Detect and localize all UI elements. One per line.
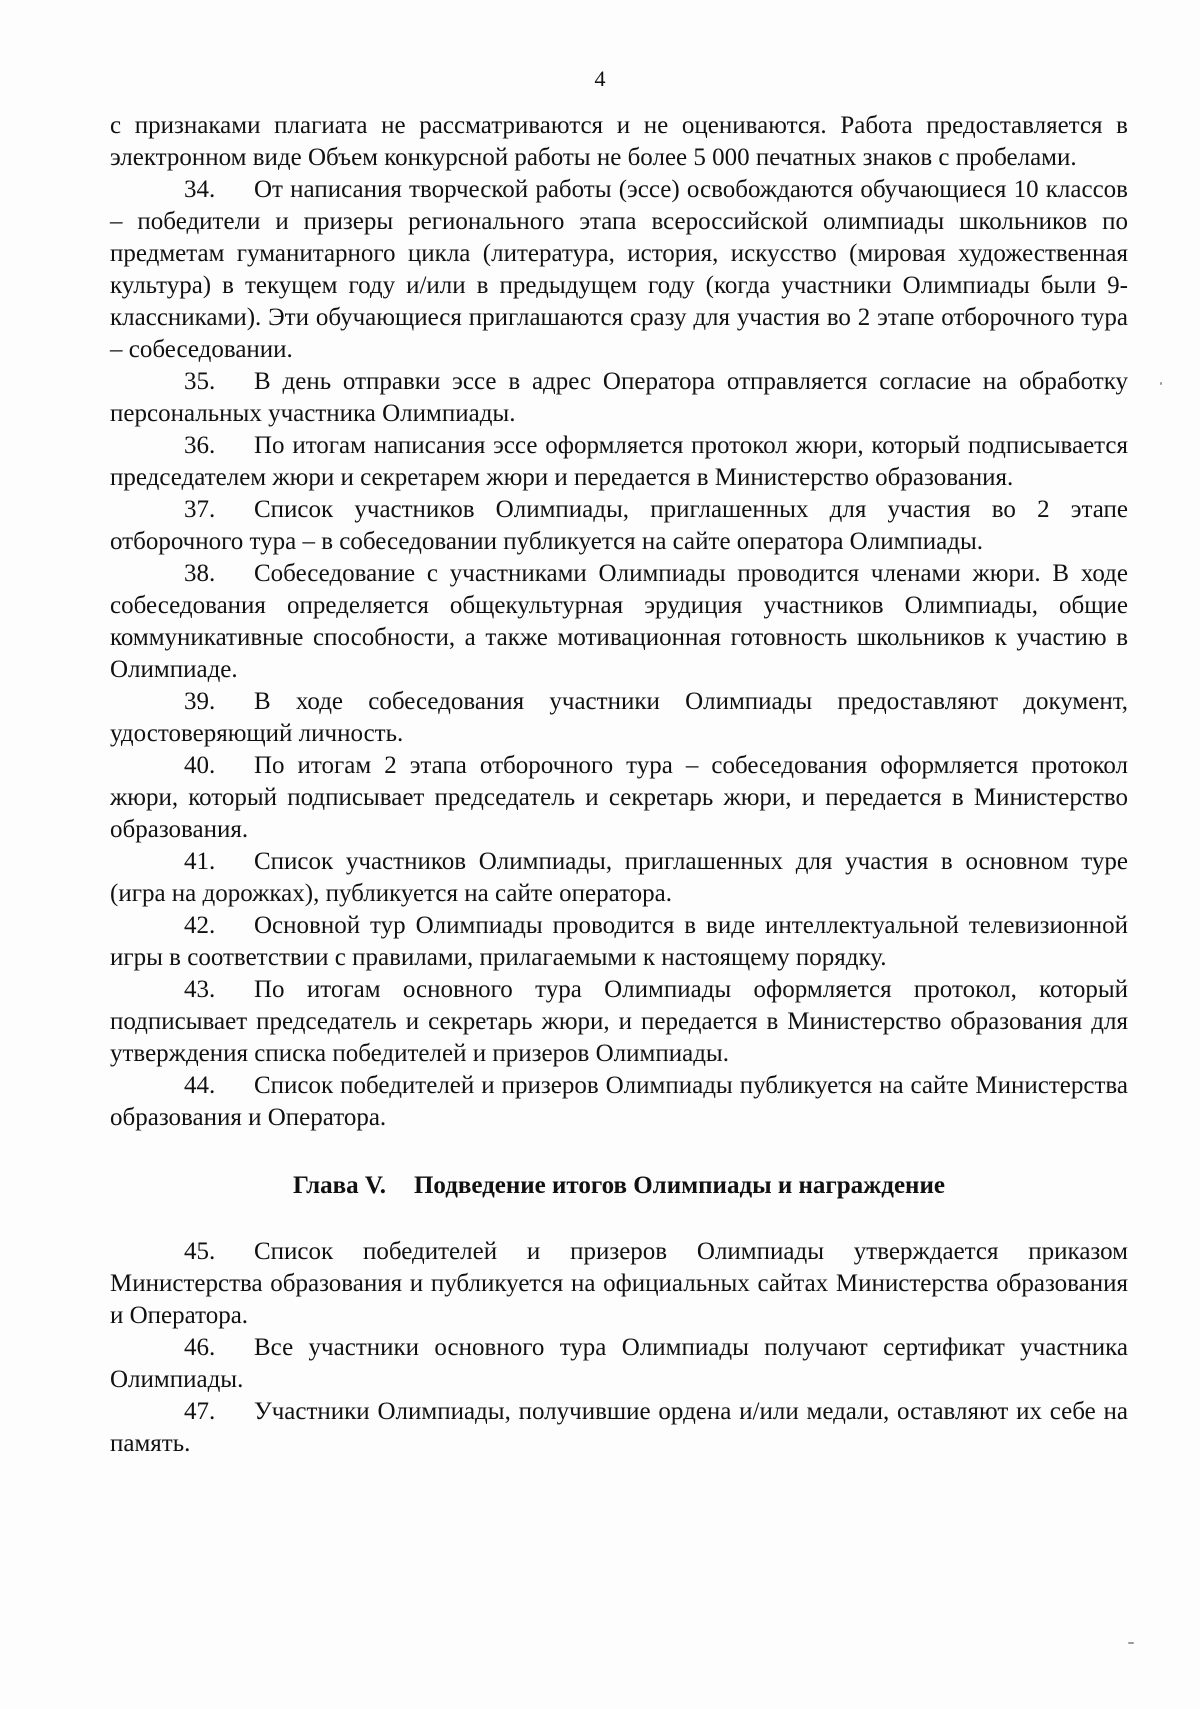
clause-42 (110, 910, 1128, 974)
clause-45 (110, 1236, 1128, 1332)
clause-number: 46. (184, 1334, 216, 1361)
clause-text: Все участники основного тура Олимпиады получают сертификат участника Олимпиады. (110, 1334, 1128, 1393)
clause-text: Собеседование с участниками Олимпиады проводится членами жюри. В ходе собеседования определяется общекультурная эрудиция участников Олимпиады, общие коммуникативные способности, а также мотивационная готовность школьников к участию в Олимпиаде. (110, 560, 1128, 683)
clause-38 (110, 558, 1128, 686)
clause-text: По итогам 2 этапа отборочного тура – собеседования оформляется протокол жюри, который подписывает председатель и секретарь жюри, и передается в Министерство образования. (110, 752, 1128, 843)
clause-34 (110, 174, 1128, 366)
intro-paragraph: с признаками плагиата не рассматриваются и не оцениваются. Работа предоставляется в электронном виде Объем конкурсной работы не более 5 000 печатных знаков с пробелами. (110, 112, 1128, 171)
clause-text: Участники Олимпиады, получившие ордена и/или медали, оставляют их себе на память. (110, 1398, 1128, 1457)
clause-text: Список участников Олимпиады, приглашенных для участия во 2 этапе отборочного тура – в собеседовании публикуется на сайте оператора Олимпиады. (110, 496, 1128, 555)
clause-number: 37. (184, 496, 216, 523)
clause-43 (110, 974, 1128, 1070)
clause-text: По итогам написания эссе оформляется протокол жюри, который подписывается председателем жюри и секретарем жюри и передается в Министерство образования. (110, 432, 1128, 491)
clause-number: 43. (184, 976, 216, 1003)
clause-number: 34. (184, 176, 216, 203)
clause-number: 41. (184, 848, 216, 875)
clause-number: 45. (184, 1238, 216, 1265)
clause-46 (110, 1332, 1128, 1396)
clause-41 (110, 846, 1128, 910)
clause-number: 40. (184, 752, 216, 779)
clause-text: По итогам основного тура Олимпиады оформляется протокол, который подписывает председатель и секретарь жюри, и передается в Министерство образования для утверждения списка победителей и призеров Олимпиады. (110, 976, 1128, 1067)
clause-37 (110, 494, 1128, 558)
clause-44 (110, 1070, 1128, 1134)
clause-40 (110, 750, 1128, 846)
clause-35 (110, 366, 1128, 430)
clause-47 (110, 1396, 1128, 1460)
scan-speck (1128, 1642, 1134, 1644)
clause-number: 47. (184, 1398, 216, 1425)
clause-number: 38. (184, 560, 216, 587)
clause-text: Список победителей и призеров Олимпиады публикуется на сайте Министерства образования и Оператора. (110, 1072, 1128, 1131)
chapter-label: Глава V. (293, 1172, 386, 1199)
clause-number: 36. (184, 432, 216, 459)
clause-number: 42. (184, 912, 216, 939)
clause-text: Список победителей и призеров Олимпиады утверждается приказом Министерства образования и публикуется на официальных сайтах Министерства образования и Оператора. (110, 1238, 1128, 1329)
clause-text: Основной тур Олимпиады проводится в виде интеллектуальной телевизионной игры в соответствии с правилами, прилагаемыми к настоящему порядку. (110, 912, 1128, 971)
document-body (110, 110, 1128, 1460)
clause-text: В день отправки эссе в адрес Оператора отправляется согласие на обработку персональных участника Олимпиады. (110, 368, 1128, 427)
clause-number: 35. (184, 368, 216, 395)
clause-36 (110, 430, 1128, 494)
scan-speck (1160, 382, 1162, 385)
clause-text: От написания творческой работы (эссе) освобождаются обучающиеся 10 классов – победители и призеры регионального этапа всероссийской олимпиады школьников по предметам гуманитарного цикла (литература, история, искусство (мировая художественная культура) в текущем году и/или в предыдущем году (когда участники Олимпиады были 9-классниками). Эти обучающиеся приглашаются сразу для участия во 2 этапе отборочного тура – собеседовании. (110, 176, 1128, 363)
page-number: 4 (594, 66, 606, 91)
chapter-heading (110, 1170, 1128, 1202)
clause-number: 39. (184, 688, 216, 715)
clause-39 (110, 686, 1128, 750)
chapter-title: Подведение итогов Олимпиады и награждение (413, 1172, 945, 1199)
clause-text: Список участников Олимпиады, приглашенных для участия в основном туре (игра на дорожках), публикуется на сайте оператора. (110, 848, 1128, 907)
clause-number: 44. (184, 1072, 216, 1099)
clause-text: В ходе собеседования участники Олимпиады предоставляют документ, удостоверяющий личность. (110, 688, 1128, 747)
